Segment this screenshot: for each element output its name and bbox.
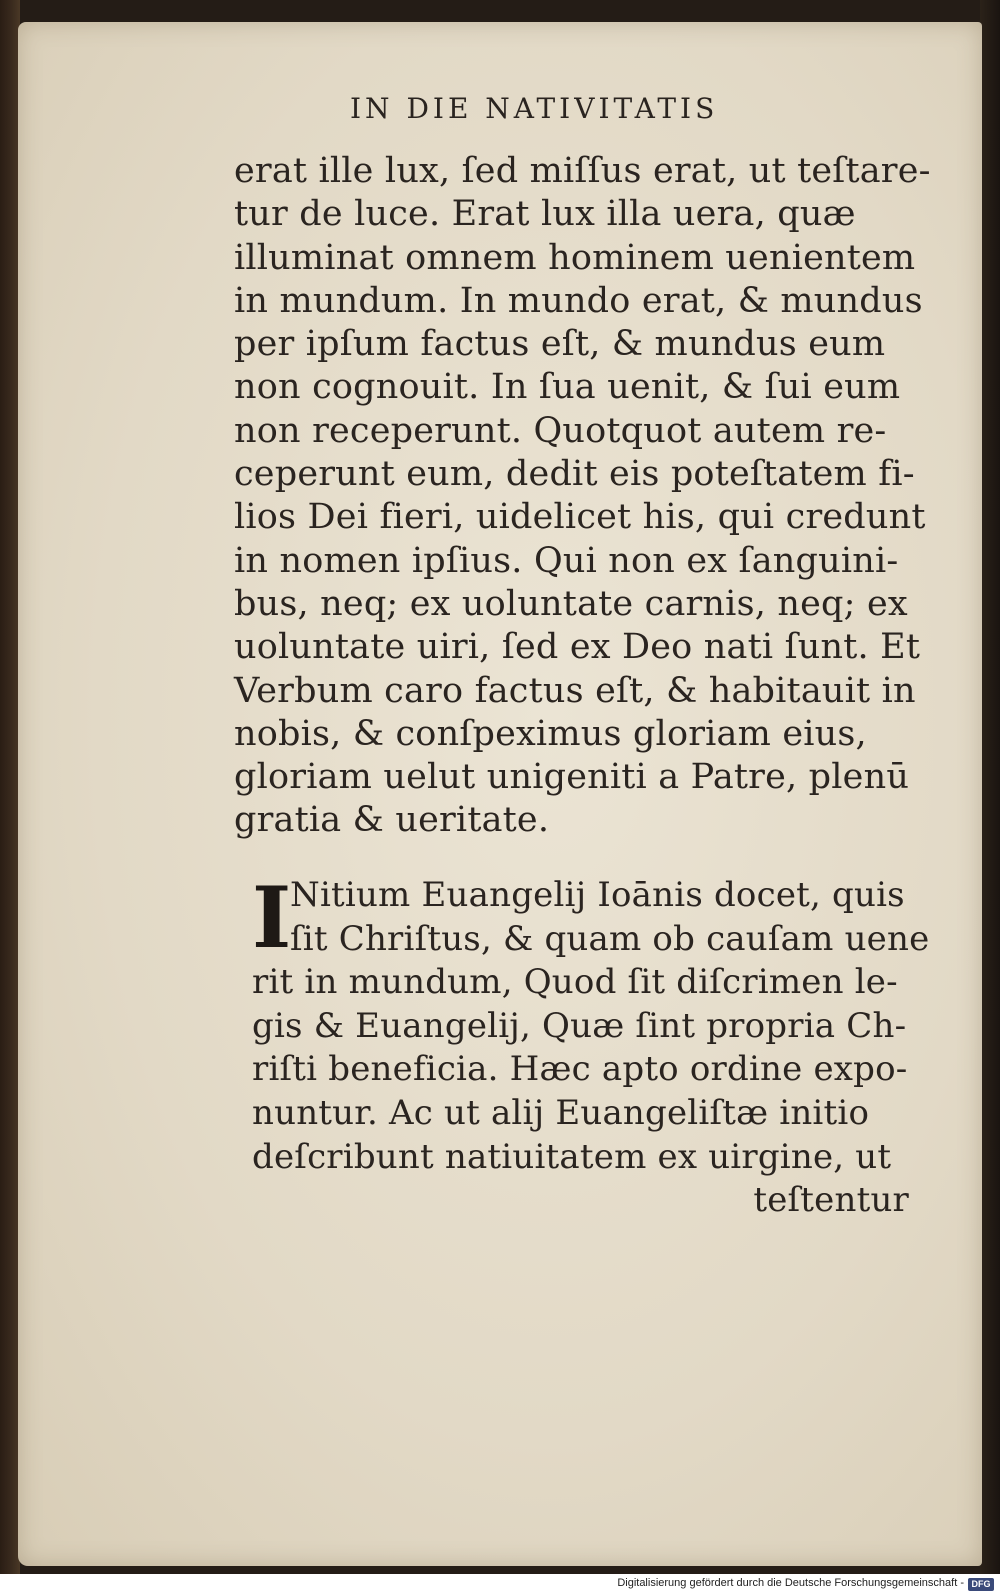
dfg-logo: DFG [968, 1578, 994, 1591]
text-line: riſti beneficia. Hæc apto ordine expo- [252, 1049, 908, 1090]
text-line: tur de luce. Erat lux illa uera, quæ [234, 194, 856, 235]
text-line: uoluntate uiri, ſed ex Deo nati ſunt. Et [234, 627, 921, 668]
text-line: gis & Euangelij, Quæ ſint propria Ch- [252, 1005, 907, 1046]
text-line: in mundum. In mundo erat, & mundus [234, 280, 923, 321]
text-line: lios Dei fieri, uidelicet his, qui credunt [234, 497, 926, 538]
catchword: teſtentur [753, 1180, 909, 1221]
text-line: in nomen ipſius. Qui non ex ſanguini- [234, 540, 899, 581]
text-line: non receperunt. Quotquot autem re- [234, 410, 887, 451]
book-spine-edge [0, 0, 20, 1596]
text-line: Nitium Euangelij Ioānis docet, quis [290, 875, 905, 915]
digitization-footer [0, 1574, 1000, 1596]
text-line: gloriam uelut unigeniti a Patre, plenū [234, 757, 910, 798]
text-line: nuntur. Ac ut alij Euangeliſtæ initio [252, 1092, 870, 1133]
text-line: ceperunt eum, dedit eis poteſtatem fi- [234, 454, 915, 495]
text-line: illuminat omnem hominem uenientem [234, 237, 916, 278]
text-line: non cognouit. In ſua uenit, & ſui eum [234, 367, 901, 408]
drop-cap-initial: I [252, 868, 292, 967]
gospel-text [234, 150, 931, 843]
text-line: erat ille lux, ſed miſſus erat, ut teſtare- [234, 151, 931, 191]
text-line: gratia & ueritate. [234, 800, 550, 841]
funding-credit: Digitalisierung gefördert durch die Deutsche Forschungsgemeinschaft - [617, 1577, 964, 1589]
running-head: IN DIE NATIVITATIS [350, 92, 719, 125]
book-fore-edge [980, 0, 1000, 1596]
text-line: bus, neq; ex uoluntate carnis, neq; ex [234, 583, 908, 624]
text-line: rit in mundum, Quod ſit diſcrimen le- [252, 962, 898, 1003]
text-line: deſcribunt natiuitatem ex uirgine, ut [252, 1136, 892, 1177]
text-line: Verbum caro factus eſt, & habitauit in [234, 670, 916, 711]
text-line: nobis, & conſpeximus gloriam eius, [234, 713, 867, 754]
commentary-text [252, 868, 930, 1223]
text-line: per ipſum factus eſt, & mundus eum [234, 324, 886, 365]
text-line: ſit Chriſtus, & quam ob cauſam uene [290, 918, 930, 959]
